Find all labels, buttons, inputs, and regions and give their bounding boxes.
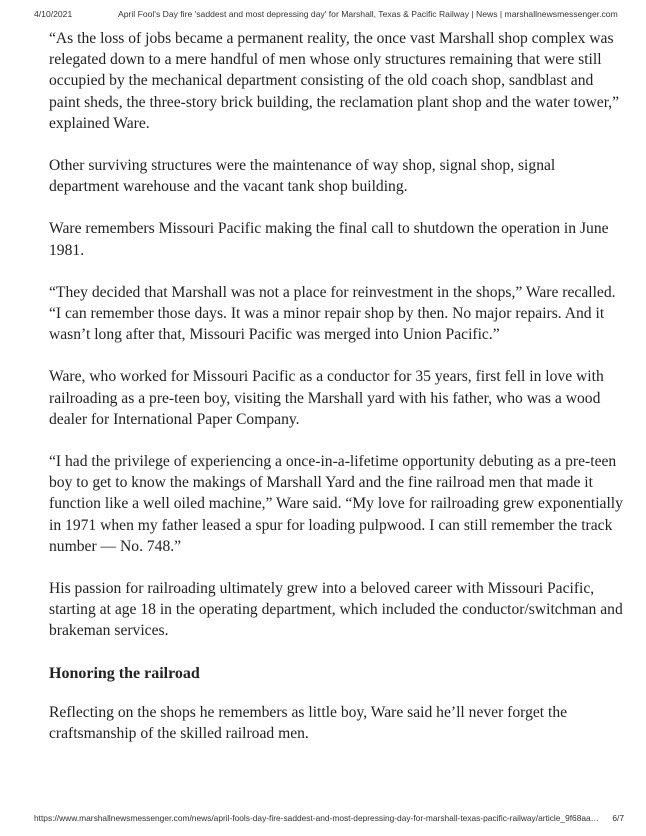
page-number: 6/7 [612, 813, 624, 823]
article-paragraph: “As the loss of jobs became a permanent reality, the once vast Marshall shop complex was relegated down to a mere handful of men whose only structures remaining that were still occupied by the mechanical department consisting of the old coach shop, sandblast and paint sheds, the three-story brick building, the reclamation plant shop and the water tower,” explained Ware. [49, 30, 620, 132]
article-paragraph: Ware remembers Missouri Pacific making the final call to shutdown the operation in June 1981. [49, 220, 609, 259]
print-header [34, 9, 624, 21]
section-subheading: Honoring the railroad [49, 664, 200, 682]
article-paragraph: His passion for railroading ultimately grew into a beloved career with Missouri Pacific, starting at age 18 in the operating department, which included the conductor/switchman and brakeman services. [49, 580, 623, 640]
article-paragraph: “They decided that Marshall was not a place for reinvestment in the shops,” Ware recalled. “I can remember those days. It was a minor repair shop by then. No major repairs. And it wasn’t long after that, Missouri Pacific was merged into Union Pacific.” [49, 283, 616, 344]
article-paragraph: Other surviving structures were the maintenance of way shop, signal shop, signal department warehouse and the vacant tank shop building. [49, 157, 556, 196]
article-body [49, 28, 624, 765]
print-page-title: April Fool's Day fire 'saddest and most depressing day' for Marshall, Texas & Pacific Railway | News | marshallnewsmessenger.com [118, 9, 618, 19]
article-paragraph: Ware, who worked for Missouri Pacific as a conductor for 35 years, first fell in love with railroading as a pre-teen boy, visiting the Marshall yard with his father, who was a wood dealer for International Paper Company. [49, 368, 604, 428]
print-date: 4/10/2021 [34, 9, 73, 19]
print-footer [34, 813, 624, 825]
article-paragraph: Reflecting on the shops he remembers as little boy, Ware said he’ll never forget the craftsmanship of the skilled railroad men. [49, 703, 568, 742]
article-paragraph: “I had the privilege of experiencing a once-in-a-lifetime opportunity debuting as a pre-teen boy to get to know the makings of Marshall Yard and the fine railroad men that made it function like a well oiled machine,” Ware said. “My love for railroading grew exponentially in 1971 when my father leased a spur for loading pulpwood. I can still remember the track number — No. 748.” [49, 453, 623, 555]
print-url: https://www.marshallnewsmessenger.com/news/april-fools-day-fire-saddest-and-most-depressing-day-for-marshall-texas-pacific-railway/article_9f68aa… [34, 813, 600, 823]
